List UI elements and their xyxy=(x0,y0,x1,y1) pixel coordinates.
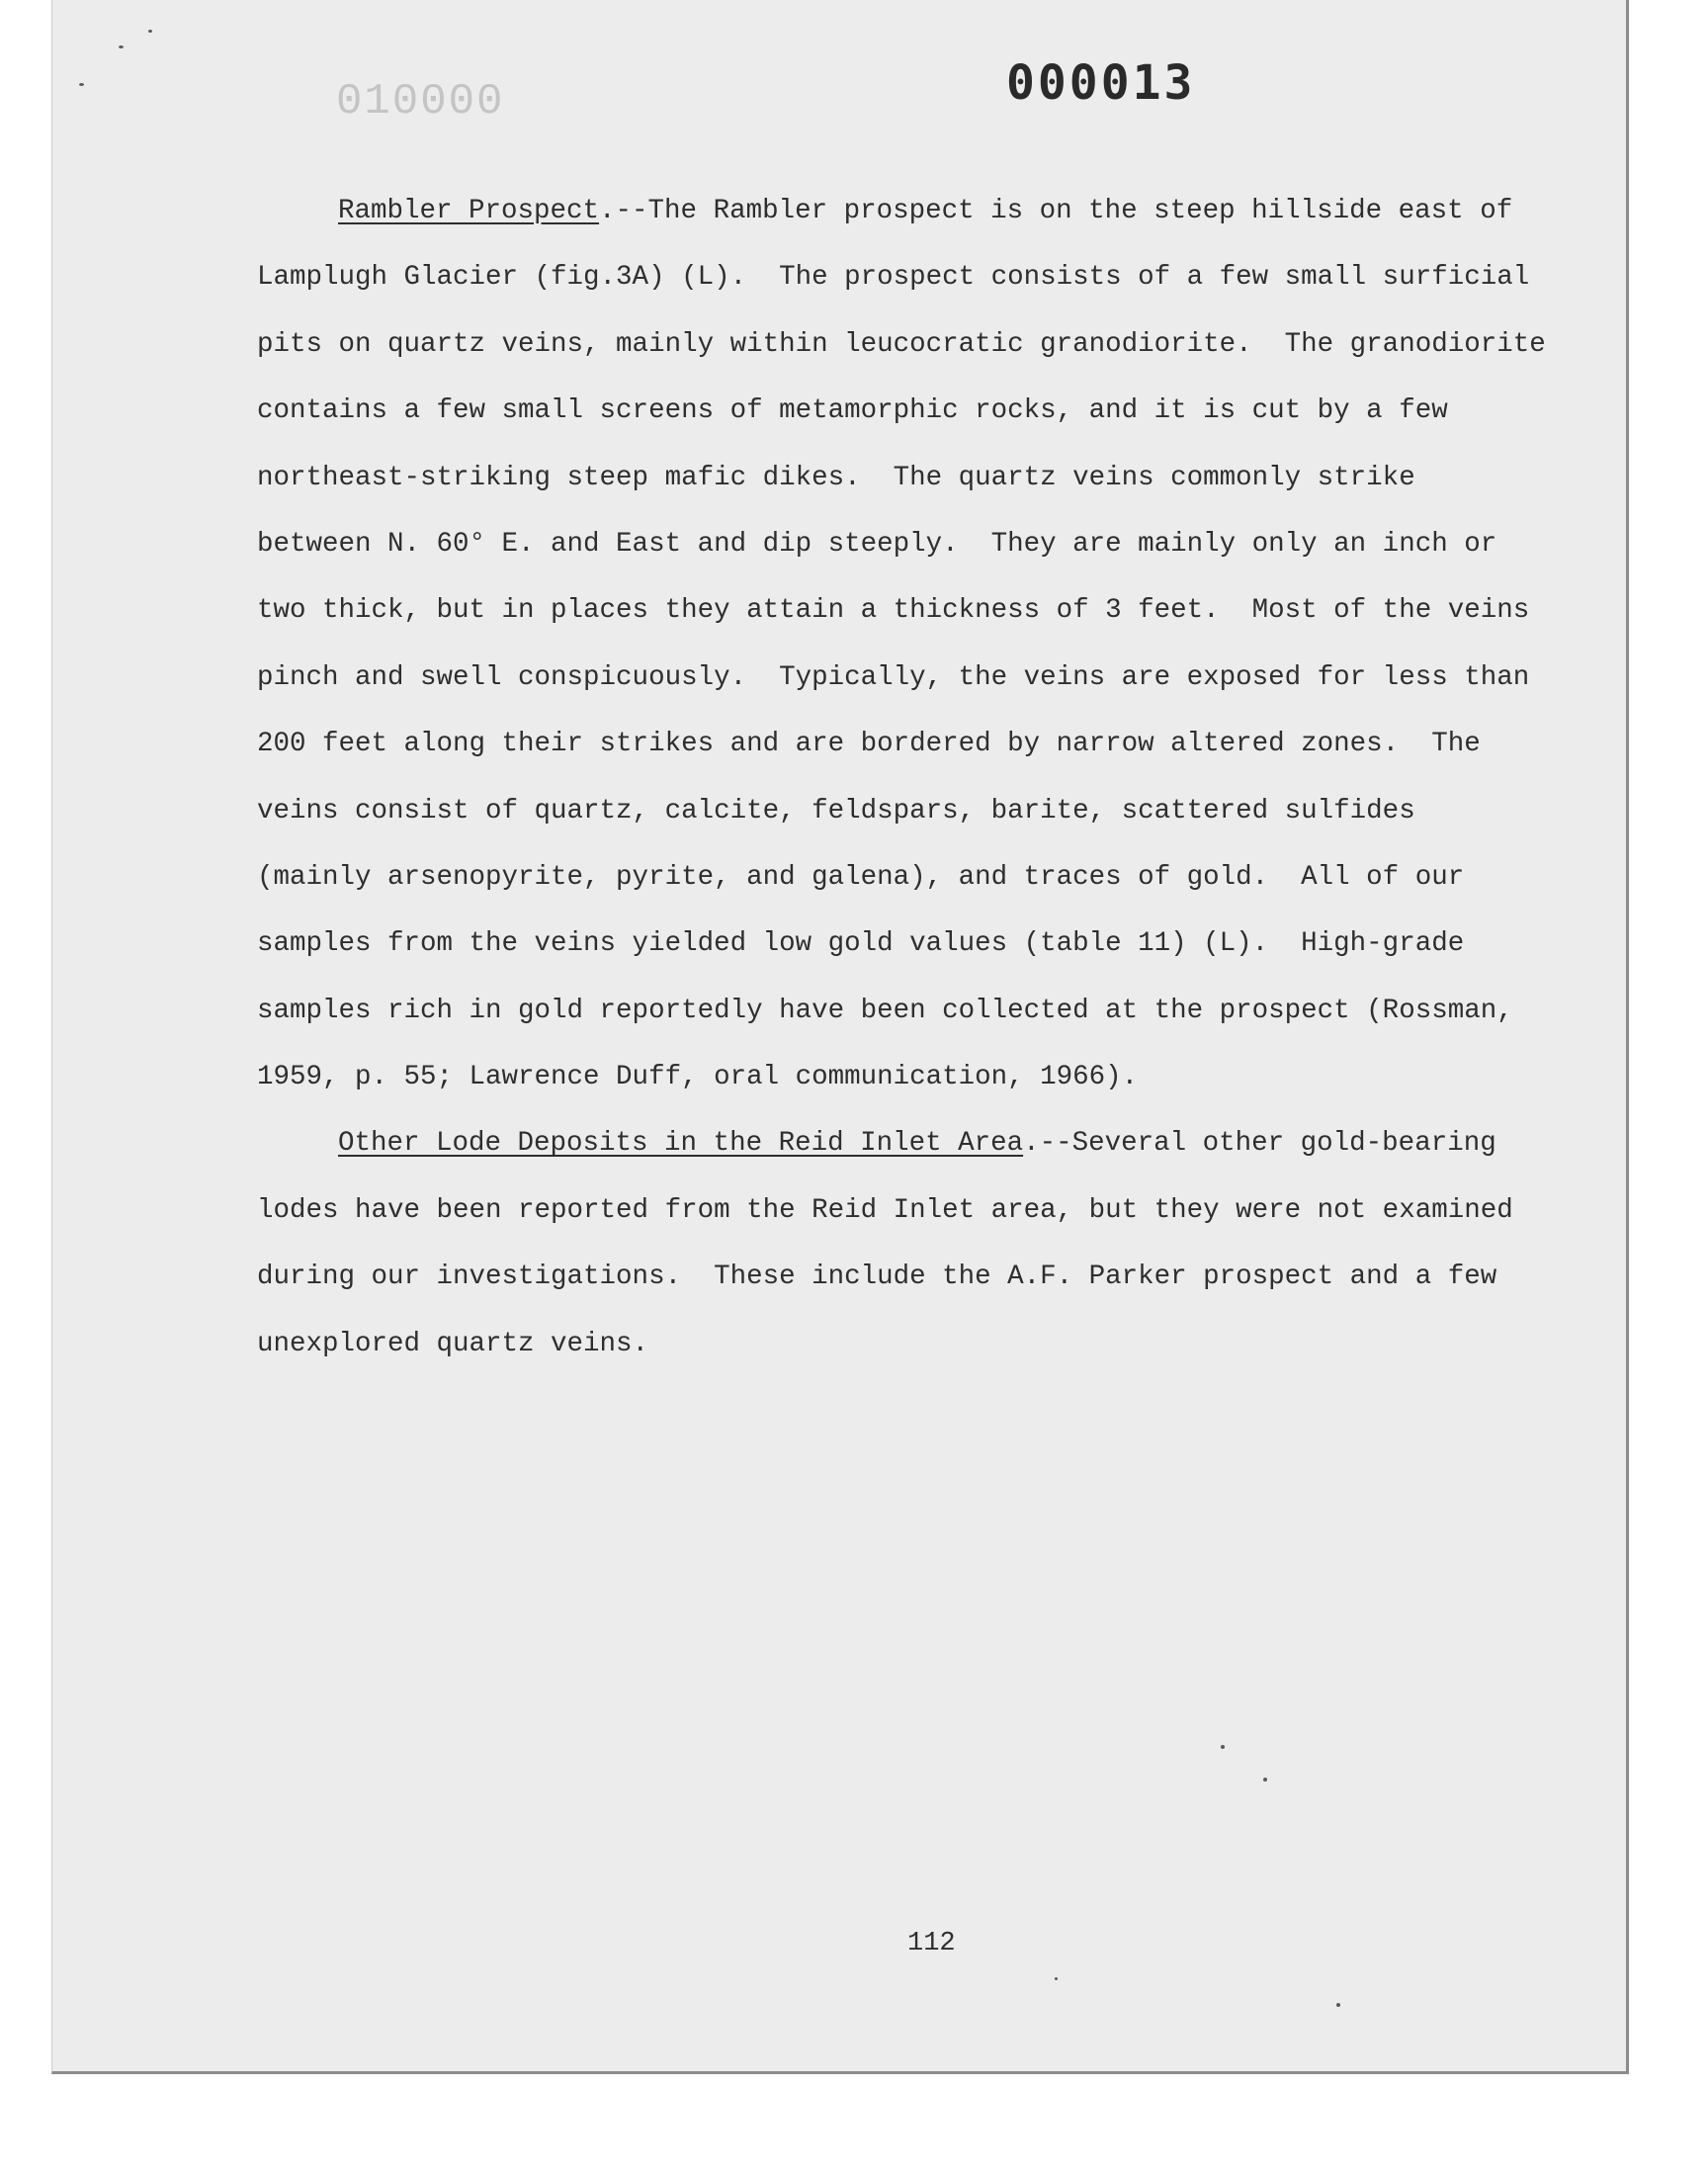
faded-document-stamp: 010000 xyxy=(336,77,505,127)
body-text xyxy=(257,186,1601,1385)
paragraph-line: during our investigations. These include the A.F. Parker prospect and a few xyxy=(257,1262,1497,1293)
document-number-stamp: 000013 xyxy=(1006,55,1196,111)
scan-speck xyxy=(148,30,152,33)
paragraph-line: contains a few small screens of metamorphic rocks, and it is cut by a few xyxy=(257,395,1448,427)
paragraph-line: lodes have been reported from the Reid Inlet area, but they were not examined xyxy=(257,1194,1513,1226)
paragraph-line: samples from the veins yielded low gold values (table 11) (L). High-grade xyxy=(257,928,1465,960)
scan-speck xyxy=(119,45,124,48)
paragraph-line: two thick, but in places they attain a thickness of 3 feet. Most of the veins xyxy=(257,595,1530,627)
paragraph-line: northeast-striking steep mafic dikes. The quartz veins commonly strike xyxy=(257,462,1415,493)
scan-speck xyxy=(79,83,84,86)
paragraph-line: Other Lode Deposits in the Reid Inlet Area.--Several other gold-bearing xyxy=(338,1128,1496,1160)
paragraph-line: 1959, p. 55; Lawrence Duff, oral communication, 1966). xyxy=(257,1062,1139,1093)
section-heading-rambler-prospect: Rambler Prospect xyxy=(338,196,600,226)
scan-speck xyxy=(1336,2003,1340,2007)
paragraph-line: Lamplugh Glacier (fig.3A) (L). The prospect consists of a few small surficial xyxy=(257,262,1530,294)
paragraph-line: unexplored quartz veins. xyxy=(257,1328,649,1359)
scan-speck xyxy=(1221,1745,1225,1749)
paragraph-line: pits on quartz veins, mainly within leucocratic granodiorite. The granodiorite xyxy=(257,328,1546,360)
paragraph-line: 200 feet along their strikes and are bordered by narrow altered zones. The xyxy=(257,729,1481,760)
paragraph-line: veins consist of quartz, calcite, feldspars, barite, scattered sulfides xyxy=(257,795,1415,826)
paragraph-line: Rambler Prospect.--The Rambler prospect is on the steep hillside east of xyxy=(338,196,1513,226)
paragraph-line: pinch and swell conspicuously. Typically, the veins are exposed for less than xyxy=(257,661,1530,693)
scan-speck xyxy=(1263,1778,1267,1782)
page-number: 112 xyxy=(907,1929,956,1958)
paragraph-line: samples rich in gold reportedly have been collected at the prospect (Rossman, xyxy=(257,995,1513,1026)
section-heading-other-lode-deposits: Other Lode Deposits in the Reid Inlet Area xyxy=(338,1128,1024,1160)
scan-speck xyxy=(1055,1977,1058,1980)
paragraph-line: (mainly arsenopyrite, pyrite, and galena), and traces of gold. All of our xyxy=(257,861,1465,893)
paragraph-line: between N. 60° E. and East and dip steeply. They are mainly only an inch or xyxy=(257,528,1497,560)
